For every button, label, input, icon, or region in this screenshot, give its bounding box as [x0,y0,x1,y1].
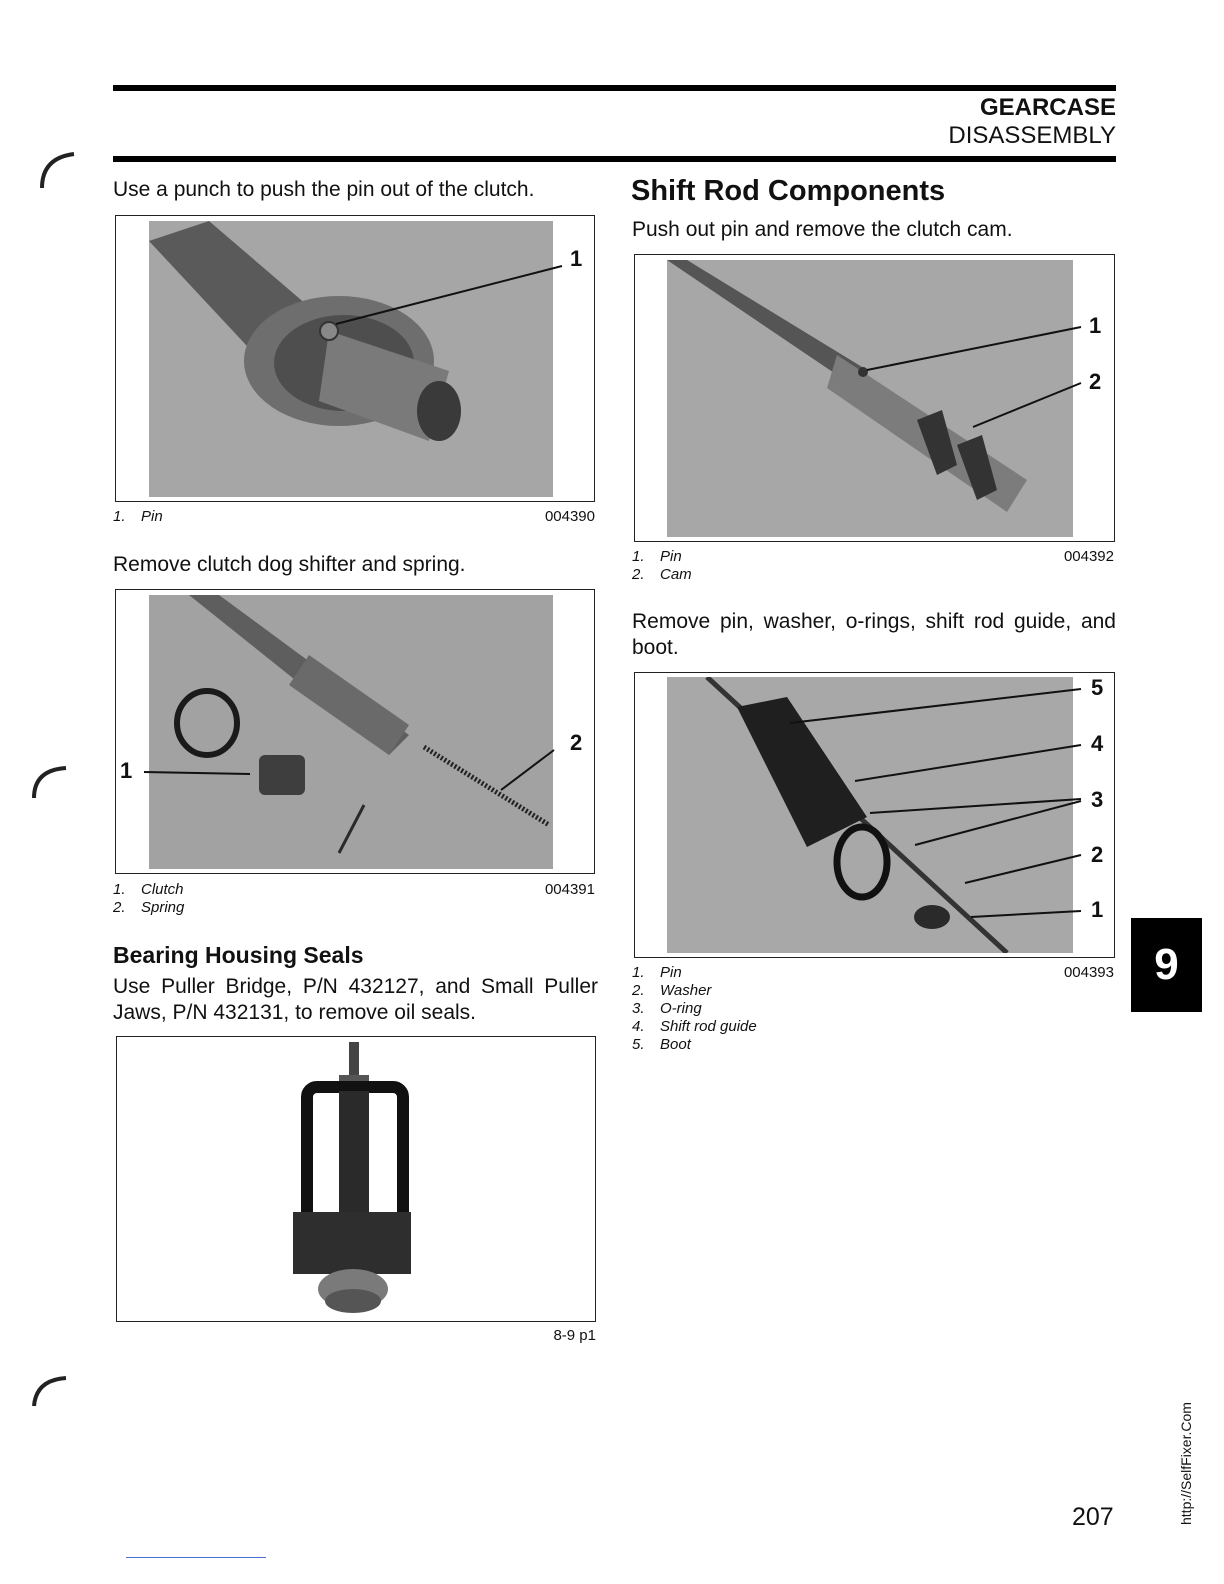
callout-label: 2 [570,730,583,755]
corner-mark-icon [30,760,70,800]
callout-label: 5 [1091,675,1104,700]
callout-label: 1 [570,246,583,271]
callout-label: 2 [1089,369,1102,394]
leader-lines [635,673,1116,959]
figure-clutch-cam [634,254,1115,542]
page-number: 207 [1072,1503,1114,1531]
figure-puller-bridge [116,1036,596,1322]
figure-id: 8-9 p1 [553,1327,596,1344]
figure-clutch-pin [115,215,595,502]
legend-item: 4. Shift rod guide [632,1018,757,1035]
figure-id: 004392 [1063,548,1114,565]
header-top-rule [113,85,1116,91]
callout-label: 2 [1091,842,1104,867]
section-heading: Bearing Housing Seals [113,942,364,968]
step-text: Remove pin, washer, o-rings, shift rod guide, and boot. [632,610,1116,659]
legend-item: 1. Pin [632,548,682,565]
header-bottom-rule [113,156,1116,162]
callout-label: 1 [120,758,133,783]
section-title: GEARCASE [979,94,1116,121]
step-text: Use Puller Bridge, P/N 432127, and Small Puller Jaws, P/N 432131, to remove oil seals. [113,975,598,1024]
leader-lines [116,216,596,503]
figure-legend [113,881,184,917]
legend-item: 2. Washer [632,982,712,999]
callout-label: 1 [1089,313,1102,338]
legend-item: 1. Pin [632,964,682,981]
figure-legend [113,508,163,526]
legend-item: 3. O-ring [632,1000,702,1017]
callout-label: 4 [1091,731,1104,756]
legend-item: 2. Spring [113,899,185,916]
side-url: http://SelfFixer.Com [1178,1402,1194,1525]
callout-label: 1 [1091,897,1104,922]
corner-mark-icon [30,1368,70,1408]
figure-id: 004393 [1063,964,1114,981]
legend-item: 2. Cam [632,566,692,583]
step-text: Push out pin and remove the clutch cam. [632,218,1013,241]
legend-item: 1. Clutch [113,881,184,898]
leader-lines [635,255,1116,543]
legend-item: 1. Pin [113,508,163,525]
step-text: Use a punch to push the pin out of the clutch. [113,178,535,201]
figure-id: 004390 [544,508,595,525]
section-heading: Shift Rod Components [631,175,946,207]
legend-item: 5. Boot [632,1036,691,1053]
callout-label: 3 [1091,787,1104,812]
figure-shift-rod [634,672,1115,958]
figure-legend [632,964,757,1054]
corner-mark-icon [38,150,78,190]
photo-puller-bridge [117,1037,594,1320]
figure-legend [632,548,692,584]
leader-lines [116,590,596,875]
figure-id: 004391 [544,881,595,898]
chapter-tab: 9 [1131,918,1202,1012]
scan-line [126,1557,266,1558]
subsection-title: DISASSEMBLY [948,122,1116,149]
step-text: Remove clutch dog shifter and spring. [113,553,466,576]
figure-clutch-spring [115,589,595,874]
